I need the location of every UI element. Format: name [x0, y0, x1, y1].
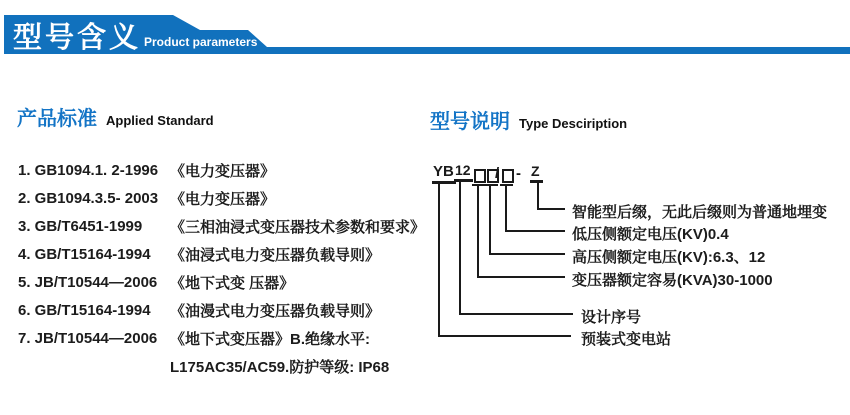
standard-item — [18, 352, 430, 380]
standard-title: 《油漫式电力变压器负载导则》 — [170, 302, 381, 320]
standard-item — [18, 324, 430, 352]
type-description-heading-cn: 型号说明 — [430, 111, 510, 133]
standard-code: 5. JB/T10544—2006 — [18, 273, 158, 291]
standard-item — [18, 296, 430, 324]
standards-list — [18, 156, 430, 380]
model-code-design-serial: 12 — [454, 162, 473, 182]
standard-title: 《油浸式电力变压器负载导则》 — [170, 246, 381, 264]
standard-code: 1. GB1094.1. 2-1996 — [18, 161, 159, 179]
standard-code: 6. GB/T15164-1994 — [18, 301, 151, 319]
box-underline — [485, 184, 498, 186]
standard-title: 《地下式变 压器》 — [170, 274, 295, 292]
model-code-slash: / — [495, 165, 500, 182]
model-code-dash: - — [516, 165, 521, 182]
box-underline — [500, 184, 513, 186]
page-subtitle: Product parameters — [144, 35, 258, 49]
type-description-heading-en: Type Desciription — [519, 116, 628, 131]
callout-rated-capacity: 变压器额定容易(KVA)30-1000 — [572, 272, 773, 289]
type-description-heading — [430, 105, 627, 134]
callout-low-voltage: 低压侧额定电压(KV)0.4 — [572, 226, 729, 243]
standard-title: 《三相油浸式变压器技术参数和要求》 — [170, 218, 426, 236]
standard-item — [18, 184, 430, 212]
standard-title: 《电力变压器》 — [170, 190, 276, 208]
standard-code: 7. JB/T10544—2006 — [18, 329, 158, 347]
callout-prefab-substation: 预装式变电站 — [581, 331, 672, 348]
callout-design-serial: 设计序号 — [581, 309, 642, 326]
standard-code: 3. GB/T6451-1999 — [18, 217, 143, 235]
standard-title: 《电力变压器》 — [170, 162, 276, 180]
standard-item — [18, 240, 430, 268]
standard-item — [18, 268, 430, 296]
applied-standard-heading — [17, 102, 214, 131]
standard-item — [18, 212, 430, 240]
applied-standard-heading-cn: 产品标准 — [17, 108, 97, 130]
model-code-box-icon — [502, 169, 514, 183]
applied-standard-heading-en: Applied Standard — [106, 113, 214, 128]
standard-code: 4. GB/T15164-1994 — [18, 245, 151, 263]
model-code-prefix: YB — [432, 163, 456, 184]
box-underline — [472, 184, 485, 186]
standard-item — [18, 156, 430, 184]
page-title: 型号含义 — [13, 22, 142, 54]
model-code-suffix: Z — [530, 163, 543, 183]
standard-code: 2. GB1094.3.5- 2003 — [18, 189, 159, 207]
callout-smart-suffix: 智能型后缀，无此后缀则为普通地埋变 — [572, 204, 828, 221]
standard-title: L175AC35/AC59.防护等级: IP68 — [170, 358, 390, 376]
standard-title: 《地下式变压器》B.绝缘水平: — [170, 330, 370, 348]
callout-high-voltage: 高压侧额定电压(KV):6.3、12 — [572, 249, 766, 266]
model-code-box-icon — [474, 169, 486, 183]
